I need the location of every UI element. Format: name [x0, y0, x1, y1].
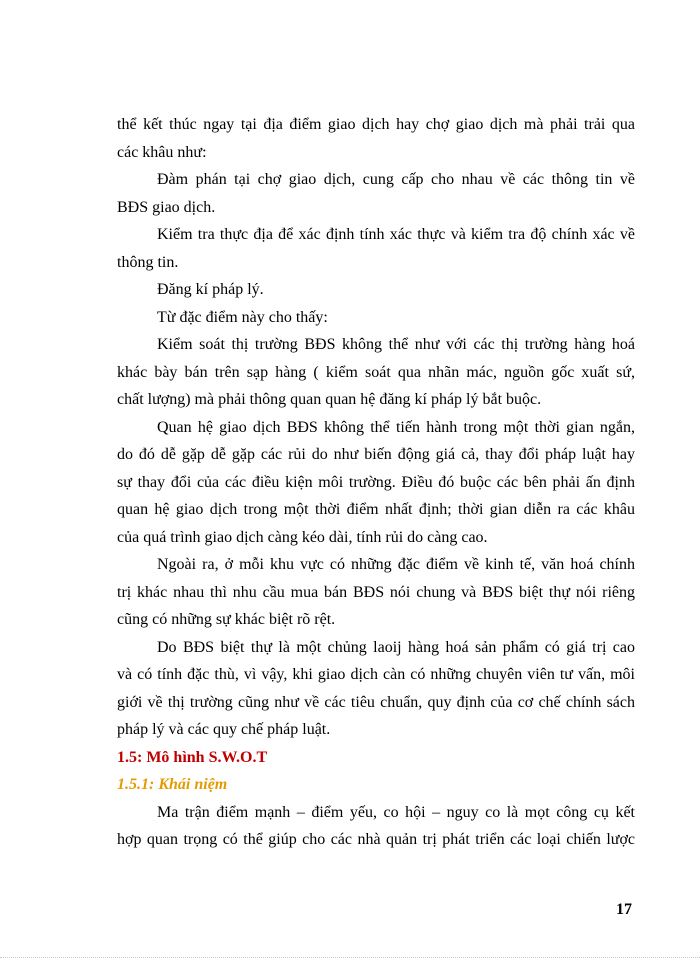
text-line: trị khác nhau thì nhu cầu mua bán BĐS nói chung và BĐS biệt thự nói riêng [117, 583, 635, 601]
text-line: Kiểm soát thị trường BĐS không thể như với các thị trường hàng hoá [157, 336, 635, 353]
text-line: thể kết thúc ngay tại địa điểm giao dịch hay chợ giao dịch mà phải trải qua [117, 116, 635, 133]
text-line: và có tính đặc thù, vì vậy, khi giao dịch càn có những chuyên viên tư vấn, môi [117, 666, 635, 683]
text-line: thông tin. [117, 253, 179, 271]
text-line: cũng có những sự khác biệt rõ rệt. [117, 611, 336, 628]
text-line: Đăng kí pháp lý. [157, 281, 264, 298]
text-line: của quá trình giao dịch càng kéo dài, tính rủi do càng cao. [117, 528, 488, 546]
text-line: Quan hệ giao dịch BĐS không thể tiến hành trong một thời gian ngắn, [157, 418, 635, 436]
text-line: giới về thị trường cũng như về các tiêu chuẩn, quy định của cơ chế chính sách [117, 693, 635, 711]
text-line: Ngoài ra, ở mỗi khu vực có những đặc điểm về kinh tế, văn hoá chính [157, 556, 635, 573]
text-line: Do BĐS biệt thự là một chủng laoij hàng hoá sản phẩm có giá trị cao [157, 638, 635, 656]
section-heading: 1.5: Mô hình S.W.O.T [117, 748, 268, 766]
subsection-heading: 1.5.1: Khái niệm [117, 776, 228, 793]
text-line: Từ đặc điểm này cho thấy: [157, 308, 328, 326]
page-number: 17 [616, 901, 632, 918]
text-line: các khâu như: [117, 143, 207, 161]
text-line: Kiểm tra thực địa để xác định tính xác thực và kiểm tra độ chính xác về [157, 226, 635, 243]
text-line: BĐS giao dịch. [117, 198, 216, 216]
page-bottom-divider [0, 957, 700, 958]
text-line: do đó dễ gặp dễ gặp các rủi do như biến động giá cả, thay đổi pháp luật hay [117, 446, 635, 463]
text-line: chất lượng) mà phải thông quan quan hệ đăng kí pháp lý bắt buộc. [117, 391, 542, 408]
text-line: Đàm phán tại chợ giao dịch, cung cấp cho nhau về các thông tin về [157, 171, 635, 188]
text-line: Ma trận điểm mạnh – điểm yếu, co hội – nguy co là mọt công cụ kết [157, 803, 635, 821]
text-line: pháp lý và các quy chế pháp luật. [117, 721, 331, 738]
text-line: quan hệ giao dịch trong một thời điểm nhất định; thời gian diễn ra các khâu [117, 501, 635, 518]
text-line: khác bày bán trên sạp hàng ( kiểm soát qua nhãn mác, nguồn gốc xuất sứ, [117, 363, 635, 381]
body-text [117, 111, 635, 854]
text-line: hợp quan trọng có thể giúp cho các nhà quản trị phát triển các loại chiến lược [117, 831, 635, 848]
text-line: sự thay đổi của các điều kiện môi trường. Điều đó buộc các bên phải ấn định [117, 473, 635, 491]
